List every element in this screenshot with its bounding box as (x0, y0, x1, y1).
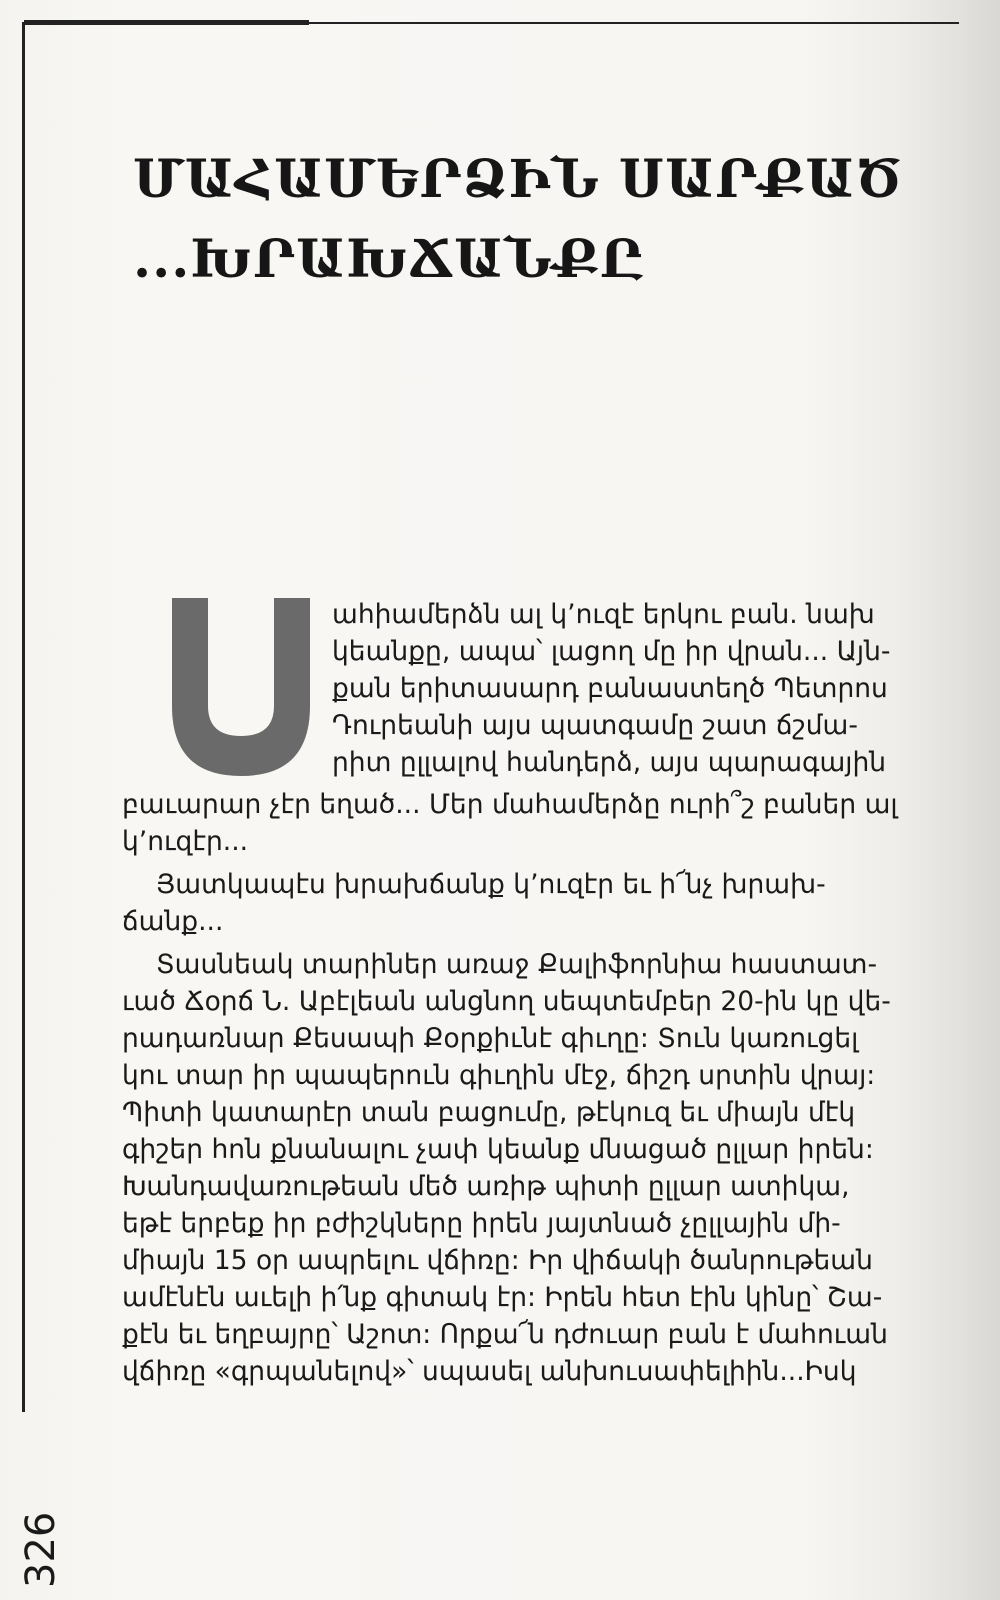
left-rule (22, 22, 25, 1412)
text-line: քան երիտասարդ բանաստեղծ Պետրոս (332, 673, 888, 704)
paragraph-2 (122, 866, 942, 940)
text-line: կու տար իր պապերուն գիւղին մէջ, ճիշդ սրտին վրայ: (122, 1060, 876, 1091)
text-line: բաւարար չէր եղած... Մեր մահամերձը ուրի՞շ բաներ ալ (122, 789, 898, 820)
text-line: ահիամերձն ալ կ’ուզէ երկու բան. նախ (332, 599, 875, 630)
text-line: Յատկապէս խրախճանք կ’ուզէր եւ ի՜նչ խրախ- (156, 869, 826, 900)
text-line: ւած Ճօրճ Ն. Աբէլեան անցնող սեպտեմբեր 20-ին կը վե- (122, 986, 891, 1017)
text-line: քէն եւ եղբայրը՝ Աշոտ: Որքա՜ն դժուար բան է մահուան (122, 1319, 888, 1350)
text-line: միայն 15 օր ապրելու վճիռը: Իր վիճակի ծանրութեան (122, 1245, 873, 1276)
text-line: րադառնար Քեսապի Քօրքիւնէ գիւղը: Տուն կառուցել (122, 1023, 859, 1054)
text-line: գիշեր հոն քնանալու չափ կեանք մնացած ըլլար իրեն: (122, 1134, 874, 1165)
paragraph-3 (122, 946, 942, 1390)
text-line: Խանդավառութեան մեծ առիթ պիտի ըլլար ատիկա, (122, 1171, 850, 1202)
text-line: րիտ ըլլալով հանդերձ, այս պարագային (332, 747, 887, 778)
title-line-1: ՄԱՀԱՄԵՐՁԻՆ ՍԱՐՔԱԾ (133, 149, 903, 210)
text-line: ճանք... (122, 906, 224, 937)
article-title (133, 140, 933, 300)
text-line: Պիտի կատարէր տան բացումը, թէկուզ եւ միայն մէկ (122, 1097, 856, 1128)
text-line: Դուրեանի այս պատգամը շատ ճշմա- (332, 710, 858, 741)
text-line: վճիռը «գրպանելով»՝ սպասել անխուսափելիին...Իսկ (122, 1356, 857, 1387)
text-line: եթէ երբեք իր բժիշկները իրեն յայտնած չըլլային մի- (122, 1208, 841, 1239)
article-body (122, 596, 942, 1390)
text-line: կեանքը, ապա՝ լացող մը իր վրան... Այն- (332, 636, 891, 667)
title-line-2: ...ԽՐԱԽՃԱՆՔԸ (133, 229, 645, 290)
text-line: Տասնեակ տարիներ առաջ Քալիֆորնիա հաստատ- (156, 949, 878, 980)
drop-cap (122, 596, 332, 786)
top-rule (24, 22, 959, 24)
page-number: 326 (18, 1511, 64, 1588)
text-line: կ’ուզէր... (122, 826, 249, 857)
text-line: ամէնէն աւելի ի՛նք գիտակ էր: Իրեն հետ էին կինը՝ Շա- (122, 1282, 883, 1313)
drop-cap-letter-icon (172, 598, 310, 776)
